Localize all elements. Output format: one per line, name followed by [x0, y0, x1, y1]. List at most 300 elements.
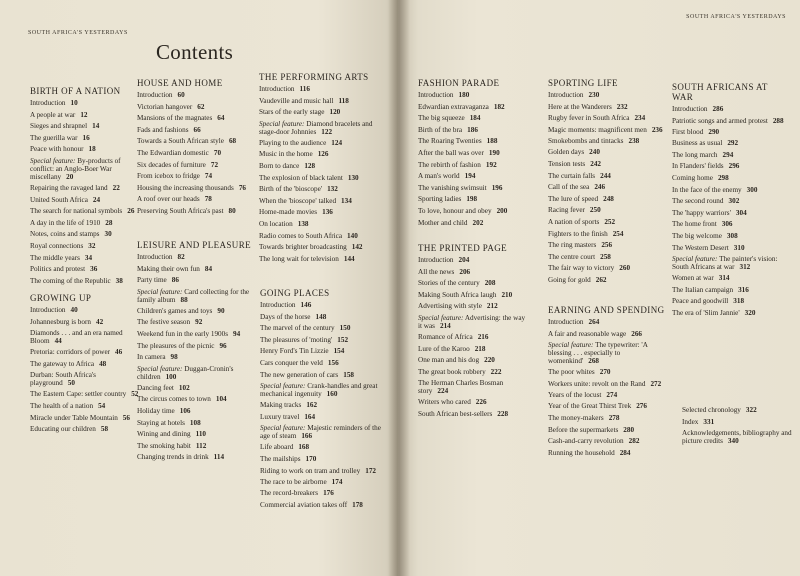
toc-entry[interactable] — [418, 113, 528, 125]
entry-page-number: 254 — [612, 229, 624, 238]
toc-entry[interactable] — [30, 183, 130, 195]
toc-entry[interactable] — [259, 161, 381, 173]
toc-entry[interactable] — [682, 429, 794, 445]
entry-title: The coming of the Republic — [30, 276, 111, 285]
toc-entry[interactable] — [137, 252, 261, 264]
toc-entry[interactable] — [30, 401, 138, 413]
toc-entry[interactable] — [137, 365, 261, 381]
section-heading: GROWING UP — [30, 293, 92, 303]
entry-page-number: 74 — [204, 172, 213, 181]
toc-entry[interactable] — [260, 454, 384, 466]
toc-entry[interactable] — [260, 312, 384, 324]
toc-entry[interactable] — [418, 90, 528, 102]
toc-entry[interactable] — [418, 355, 530, 367]
entry-title: Coming home — [672, 173, 713, 182]
toc-entry[interactable] — [137, 160, 249, 172]
entry-page-number: 78 — [204, 195, 212, 204]
entry-title: Magic moments: magnificent men — [548, 125, 647, 134]
toc-entry[interactable] — [137, 288, 261, 304]
toc-entry[interactable] — [137, 90, 249, 102]
toc-entry[interactable] — [418, 409, 530, 421]
entry-page-number: 270 — [599, 368, 611, 377]
contents-section — [548, 78, 666, 287]
entry-page-number: 114 — [213, 453, 225, 462]
toc-entry[interactable] — [548, 448, 668, 460]
entry-title: Towards a South African style — [137, 137, 224, 146]
toc-entry[interactable] — [30, 347, 138, 359]
toc-entry[interactable] — [259, 84, 381, 96]
entry-title: Six decades of furniture — [137, 160, 206, 169]
entry-title: Before the supermarkets — [548, 425, 619, 434]
toc-entry[interactable] — [137, 383, 261, 395]
toc-entry[interactable] — [260, 500, 384, 512]
toc-entry[interactable] — [137, 183, 249, 195]
entry-page-number: 82 — [177, 253, 185, 261]
toc-entry[interactable] — [137, 329, 261, 341]
entry-title: The Herman Charles Bosman story — [418, 379, 504, 396]
toc-entry[interactable] — [30, 121, 130, 133]
entry-page-number: 58 — [100, 425, 109, 434]
entry-page-number: 282 — [628, 437, 640, 446]
entry-title: Changing trends in drink — [137, 453, 209, 462]
toc-entry[interactable] — [418, 171, 528, 183]
entry-page-number: 340 — [727, 437, 739, 446]
toc-entry[interactable] — [418, 218, 528, 230]
entry-title: Music in the home — [259, 150, 313, 159]
entry-page-number: 124 — [331, 138, 343, 147]
entry-page-number: 280 — [623, 425, 635, 434]
toc-entry[interactable] — [672, 208, 790, 220]
entry-page-number: 166 — [301, 432, 313, 441]
toc-entry[interactable] — [137, 194, 249, 206]
toc-entry[interactable] — [30, 110, 130, 122]
entry-page-number: 262 — [595, 275, 607, 284]
entry-page-number: 224 — [437, 387, 449, 396]
entry-title: Patriotic songs and armed protest — [672, 116, 768, 125]
toc-entry[interactable] — [548, 436, 668, 448]
entry-title: Smokebombs and tintacks — [548, 136, 624, 145]
toc-entry[interactable] — [30, 329, 138, 345]
toc-entry[interactable] — [418, 148, 528, 160]
toc-entry[interactable] — [259, 107, 381, 119]
toc-entry[interactable] — [137, 125, 249, 137]
toc-entry[interactable] — [260, 424, 384, 440]
toc-entry[interactable] — [672, 196, 790, 208]
toc-entry[interactable] — [137, 394, 261, 406]
special-feature-label: Special feature: — [137, 287, 183, 296]
contents-section — [137, 78, 249, 218]
toc-entry[interactable] — [137, 102, 249, 114]
entry-page-number: 178 — [352, 500, 363, 509]
entry-page-number: 146 — [300, 301, 312, 309]
toc-entry[interactable] — [30, 371, 138, 387]
toc-entry[interactable] — [30, 206, 135, 218]
toc-entry[interactable] — [672, 173, 790, 185]
entry-title: Repairing the ravaged land — [30, 183, 108, 192]
entry-title: Commercial aviation takes off — [260, 500, 348, 509]
entry-title: The 'happy warriors' — [672, 208, 731, 217]
entry-title: Preserving South Africa's past — [137, 206, 224, 215]
entry-title: Durban: South Africa's playground — [30, 371, 96, 388]
entry-title: Dancing feet — [137, 383, 174, 392]
entry-title: The centre court — [548, 252, 596, 261]
toc-entry[interactable] — [137, 341, 261, 353]
toc-entry[interactable] — [30, 264, 130, 276]
entry-title: The lure of speed — [548, 194, 599, 203]
toc-entry[interactable] — [548, 390, 668, 402]
toc-entry[interactable] — [418, 278, 530, 290]
entry-title: Staying at hotels — [137, 418, 185, 427]
toc-entry[interactable] — [672, 150, 790, 162]
entry-title: Holiday time — [137, 406, 175, 415]
entry-page-number: 170 — [305, 454, 317, 463]
toc-entry[interactable] — [672, 127, 790, 139]
entry-page-number: 64 — [217, 114, 225, 123]
toc-entry[interactable] — [548, 102, 666, 114]
entry-title: Miracle under Table Mountain — [30, 413, 118, 422]
entry-title: In the face of the enemy — [672, 185, 742, 194]
entry-page-number: 198 — [466, 195, 478, 204]
entry-title: Introduction — [548, 91, 584, 99]
entry-title: The Edwardian domestic — [137, 148, 209, 157]
toc-entry[interactable] — [259, 207, 381, 219]
toc-entry[interactable] — [30, 157, 130, 181]
entry-page-number: 310 — [733, 243, 745, 252]
toc-entry[interactable] — [418, 379, 530, 395]
toc-entry[interactable] — [30, 241, 130, 253]
entry-page-number: 192 — [485, 160, 497, 169]
toc-entry[interactable] — [548, 263, 666, 275]
toc-entry[interactable] — [548, 205, 666, 217]
entry-title: Edwardian extravaganza — [418, 102, 489, 111]
toc-entry[interactable] — [418, 301, 530, 313]
entry-title: The Western Desert — [672, 243, 729, 252]
toc-entry[interactable] — [418, 125, 528, 137]
toc-entry[interactable] — [30, 413, 138, 425]
toc-entry[interactable] — [137, 352, 261, 364]
toc-entry[interactable] — [259, 96, 381, 108]
entry-title: Introduction — [548, 318, 584, 326]
toc-entry[interactable] — [548, 217, 666, 229]
entry-page-number: 248 — [603, 194, 614, 203]
entry-page-number: 218 — [474, 344, 486, 353]
toc-entry[interactable] — [418, 160, 528, 172]
toc-entry[interactable] — [548, 329, 668, 341]
toc-entry[interactable] — [137, 306, 261, 318]
entry-page-number: 102 — [178, 383, 190, 392]
entry-page-number: 312 — [739, 263, 751, 272]
entry-title: When the 'bioscope' talked — [259, 196, 337, 205]
entry-title: On location — [259, 219, 293, 228]
toc-entry[interactable] — [548, 126, 666, 134]
entry-title: Henry Ford's Tin Lizzie — [260, 347, 329, 356]
toc-entry[interactable] — [259, 184, 381, 196]
toc-entry[interactable] — [548, 341, 668, 365]
toc-entry[interactable] — [137, 406, 261, 418]
entry-page-number: 200 — [496, 206, 508, 215]
entry-page-number: 212 — [486, 302, 498, 311]
toc-entry[interactable] — [418, 194, 528, 206]
toc-entry[interactable] — [260, 335, 384, 347]
entry-title: After the ball was over — [418, 148, 484, 157]
toc-entry[interactable] — [672, 219, 790, 231]
toc-entry[interactable] — [137, 275, 261, 287]
toc-entry[interactable] — [548, 113, 666, 125]
toc-entry[interactable] — [259, 149, 381, 161]
entry-title: Making South Africa laugh — [418, 290, 497, 299]
toc-entry[interactable] — [137, 206, 249, 218]
entry-page-number: 274 — [606, 390, 618, 399]
entry-page-number: 104 — [215, 395, 227, 404]
toc-entry[interactable] — [672, 308, 790, 320]
entry-page-number: 256 — [601, 241, 613, 250]
toc-entry[interactable] — [548, 401, 668, 413]
entry-page-number: 44 — [54, 337, 62, 346]
toc-entry[interactable] — [260, 477, 384, 489]
entry-page-number: 60 — [177, 91, 185, 99]
entry-title: Notes, coins and stamps — [30, 230, 100, 239]
toc-entry[interactable] — [672, 273, 790, 285]
toc-entry[interactable] — [137, 429, 261, 441]
entry-title: Birth of the bra — [418, 125, 463, 134]
entry-page-number: 70 — [213, 148, 222, 157]
toc-entry[interactable] — [418, 397, 530, 409]
entry-page-number: 286 — [712, 105, 724, 113]
entry-title: The second round — [672, 197, 724, 206]
entry-title: Introduction — [137, 91, 173, 99]
toc-entry[interactable] — [259, 254, 381, 266]
section-heading: THE PRINTED PAGE — [418, 243, 508, 253]
toc-entry[interactable] — [548, 252, 666, 264]
entry-title: Peace and goodwill — [672, 297, 729, 306]
entry-page-number: 152 — [337, 335, 349, 344]
toc-entry[interactable] — [672, 231, 790, 243]
toc-entry[interactable] — [672, 296, 790, 308]
contents-section — [672, 82, 790, 320]
toc-entry[interactable] — [260, 358, 384, 370]
entry-title: The festive season — [137, 318, 191, 327]
entry-page-number: 210 — [501, 290, 513, 299]
toc-entry[interactable] — [548, 171, 666, 183]
toc-entry[interactable] — [260, 323, 384, 335]
entry-page-number: 208 — [484, 279, 496, 288]
entry-page-number: 290 — [708, 127, 720, 136]
entry-title: The long wait for television — [259, 254, 339, 263]
entry-page-number: 130 — [347, 173, 359, 182]
entry-page-number: 132 — [327, 185, 338, 194]
toc-entry[interactable] — [548, 90, 666, 102]
entry-page-number: 76 — [238, 183, 247, 192]
toc-entry[interactable] — [259, 196, 381, 208]
toc-entry[interactable] — [548, 367, 668, 379]
toc-entry[interactable] — [260, 346, 384, 358]
toc-entry[interactable] — [260, 400, 384, 412]
toc-entry[interactable] — [30, 317, 138, 329]
toc-entry[interactable] — [548, 317, 668, 329]
toc-entry[interactable] — [260, 300, 384, 312]
entry-title: A nation of sports — [548, 217, 600, 226]
toc-entry[interactable] — [260, 442, 384, 454]
toc-entry[interactable] — [548, 425, 668, 437]
entry-page-number: 42 — [95, 317, 104, 326]
toc-entry[interactable] — [30, 305, 138, 317]
entry-title: Advertising: the way it was — [418, 313, 526, 330]
toc-entry[interactable] — [260, 412, 384, 424]
entry-page-number: 30 — [104, 230, 112, 239]
entry-title: Party time — [137, 276, 167, 285]
toc-entry[interactable] — [259, 242, 381, 254]
entry-title: The typewriter: 'A blessing . . . especially to womenkind' — [548, 341, 648, 366]
entry-title: A fair and reasonable wage — [548, 329, 627, 338]
entry-page-number: 188 — [486, 137, 498, 146]
toc-entry[interactable] — [548, 136, 666, 148]
toc-entry[interactable] — [548, 380, 668, 388]
toc-entry[interactable] — [548, 275, 666, 287]
toc-entry[interactable] — [30, 98, 130, 110]
toc-entry[interactable] — [418, 332, 530, 344]
entry-page-number: 202 — [472, 218, 484, 227]
toc-entry[interactable] — [30, 218, 130, 230]
toc-entry[interactable] — [548, 413, 668, 425]
toc-entry[interactable] — [260, 467, 384, 475]
entry-page-number: 94 — [233, 329, 241, 338]
toc-entry[interactable] — [548, 182, 666, 194]
entry-page-number: 194 — [464, 172, 476, 181]
toc-entry[interactable] — [418, 183, 528, 195]
toc-entry[interactable] — [548, 147, 666, 159]
entry-title: Diamond bracelets and stage-door Johnnies — [259, 119, 373, 136]
entry-page-number: 276 — [636, 402, 647, 411]
entry-title: Year of the Great Thirst Trek — [548, 402, 632, 411]
entry-page-number: 16 — [82, 133, 90, 142]
toc-entry[interactable] — [672, 185, 790, 197]
entry-page-number: 18 — [88, 145, 96, 154]
entry-page-number: 46 — [115, 348, 123, 357]
entry-page-number: 190 — [488, 148, 500, 157]
toc-entry[interactable] — [548, 240, 666, 252]
entry-title: All the news — [418, 267, 455, 276]
toc-entry[interactable] — [137, 171, 249, 183]
toc-entry[interactable] — [137, 113, 249, 125]
toc-entry[interactable] — [137, 264, 261, 276]
entry-page-number: 160 — [326, 390, 338, 399]
entry-title: Vaudeville and music hall — [259, 96, 334, 105]
toc-entry[interactable] — [672, 255, 790, 271]
entry-page-number: 240 — [589, 148, 600, 157]
entry-page-number: 268 — [588, 357, 600, 366]
toc-entry[interactable] — [259, 138, 381, 150]
contents-section — [30, 86, 135, 287]
entry-title: By-products of conflict: an Anglo-Boer War miscellany — [30, 156, 121, 181]
toc-entry[interactable] — [137, 418, 261, 430]
toc-entry[interactable] — [418, 102, 528, 114]
toc-entry[interactable] — [137, 148, 249, 160]
entry-title: The smoking habit — [137, 441, 191, 450]
entry-title: A people at war — [30, 110, 76, 119]
entry-page-number: 266 — [631, 329, 643, 338]
entry-page-number: 10 — [70, 99, 78, 107]
entry-page-number: 278 — [608, 413, 620, 422]
toc-entry[interactable] — [418, 290, 530, 302]
entry-title: The race to be airborne — [260, 477, 327, 486]
toc-entry[interactable] — [260, 370, 384, 382]
entry-page-number: 246 — [594, 183, 606, 192]
toc-entry[interactable] — [137, 441, 261, 453]
entry-title: Luxury travel — [260, 412, 300, 421]
entry-title: Pretoria: corridors of power — [30, 348, 111, 357]
toc-entry[interactable] — [30, 144, 130, 156]
toc-entry[interactable] — [418, 344, 530, 356]
toc-entry[interactable] — [260, 382, 384, 398]
toc-entry[interactable] — [30, 276, 130, 288]
toc-entry[interactable] — [137, 452, 261, 464]
toc-entry[interactable] — [137, 317, 261, 329]
entry-page-number: 40 — [70, 306, 78, 314]
toc-entry[interactable] — [418, 314, 530, 330]
toc-entry[interactable] — [682, 417, 794, 429]
special-feature-label: Special feature: — [259, 119, 305, 128]
entry-page-number: 298 — [717, 173, 729, 182]
toc-entry[interactable] — [30, 253, 130, 265]
toc-entry[interactable] — [30, 195, 130, 207]
toc-entry[interactable] — [418, 267, 530, 279]
entry-page-number: 242 — [590, 159, 602, 168]
entry-title: Victorian hangover — [137, 102, 193, 111]
toc-entry[interactable] — [30, 389, 138, 401]
contents-section — [548, 305, 668, 459]
toc-entry[interactable] — [259, 173, 381, 185]
entry-title: The pleasures of 'moting' — [260, 335, 333, 344]
toc-entry[interactable] — [137, 136, 249, 148]
entry-title: Introduction — [260, 301, 296, 309]
toc-entry[interactable] — [30, 133, 130, 145]
toc-entry[interactable] — [418, 367, 530, 379]
toc-entry[interactable] — [259, 231, 381, 243]
entry-page-number: 156 — [327, 358, 339, 367]
entry-page-number: 272 — [650, 379, 662, 388]
toc-entry[interactable] — [548, 229, 666, 241]
toc-entry[interactable] — [548, 159, 666, 171]
entry-title: Majestic reminders of the age of steam — [260, 424, 381, 441]
toc-entry[interactable] — [30, 229, 130, 241]
toc-entry[interactable] — [260, 488, 384, 500]
toc-entry[interactable] — [672, 117, 790, 125]
toc-entry[interactable] — [418, 255, 530, 267]
entry-page-number: 112 — [195, 441, 207, 450]
toc-entry[interactable] — [682, 405, 794, 417]
entry-title: Acknowledgements, bibliography and picture credits — [682, 429, 792, 446]
entry-title: Introduction — [137, 253, 173, 261]
toc-entry[interactable] — [30, 359, 138, 371]
toc-entry[interactable] — [259, 219, 381, 231]
entry-title: United South Africa — [30, 195, 88, 204]
entry-page-number: 26 — [127, 207, 135, 216]
toc-entry[interactable] — [548, 194, 666, 206]
toc-entry[interactable] — [418, 206, 528, 218]
toc-entry[interactable] — [30, 424, 138, 436]
entry-page-number: 72 — [210, 160, 219, 169]
toc-entry[interactable] — [418, 136, 528, 148]
toc-entry[interactable] — [672, 243, 790, 255]
entry-title: Going for gold — [548, 275, 591, 284]
toc-entry[interactable] — [672, 138, 790, 150]
toc-entry[interactable] — [672, 285, 790, 297]
toc-entry[interactable] — [259, 120, 381, 136]
entry-title: Fighters to the finish — [548, 229, 608, 238]
entry-page-number: 260 — [619, 264, 631, 273]
toc-entry[interactable] — [672, 104, 790, 116]
toc-entry[interactable] — [672, 161, 790, 173]
